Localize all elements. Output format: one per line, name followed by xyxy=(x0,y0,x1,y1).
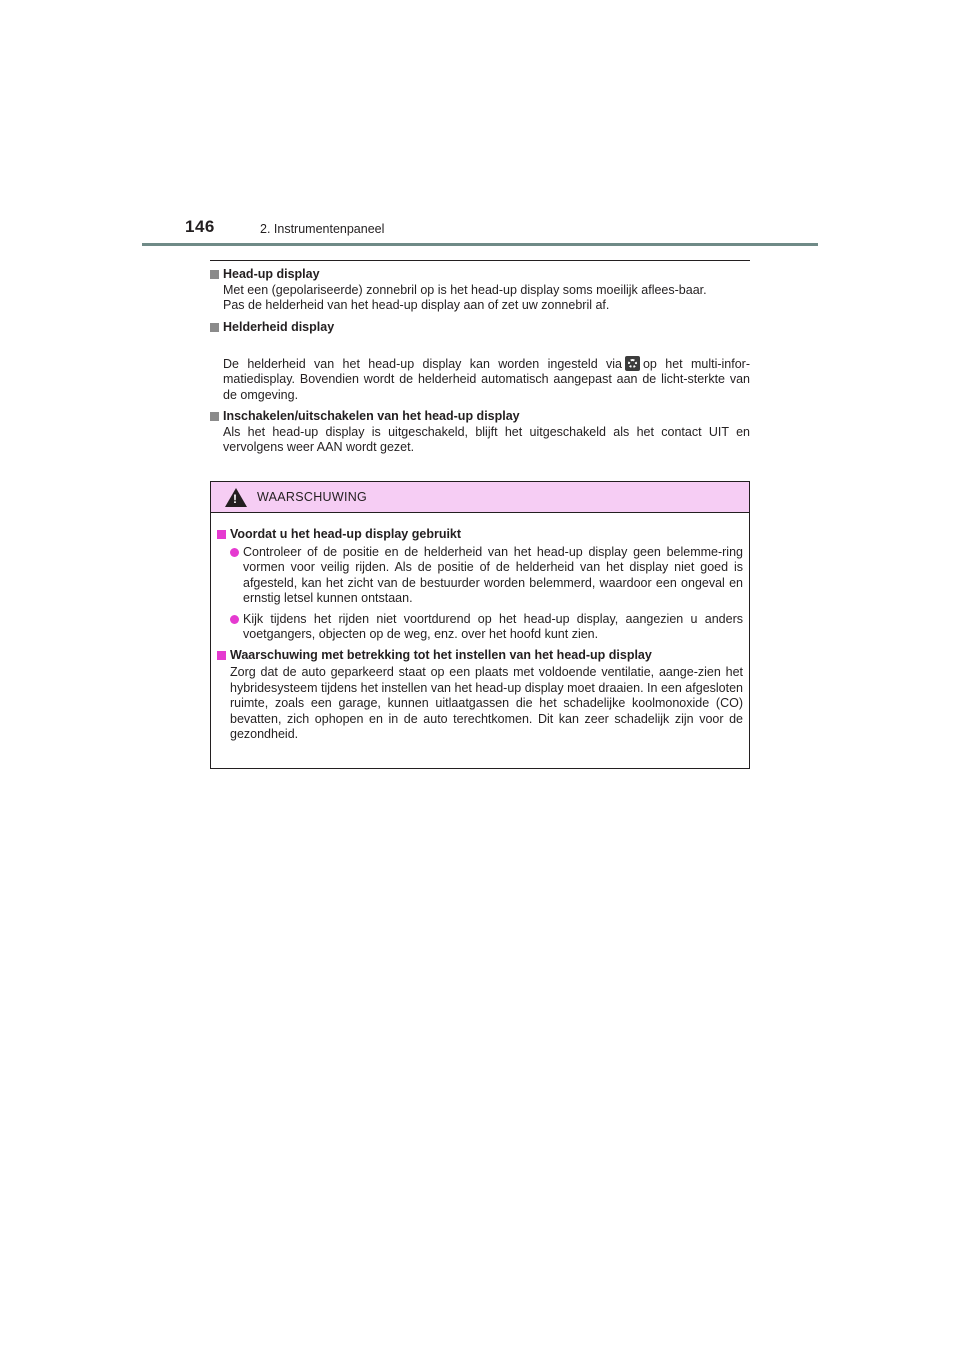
warning-section-text: Zorg dat de auto geparkeerd staat op een plaats met voldoende ventilatie, aange-zien het hybridesysteem tijdens het instellen van het head-up display moet draaien. In een afgesloten ruimte, zoals een garage, kunnen uitlaatgassen die het schadelijke koolmonoxide (CO) bevatten, zich ophopen en in de auto terechtkomen. Dit kan zeer schadelijk zijn voor de gezondheid. xyxy=(230,665,743,741)
list-item-text: Controleer of de positie en de helderheid van het head-up display geen belemme-ring vormen voor veilig rijden. Als de positie of de helderheid van het display niet goed is afgesteld, kan het zicht van de bestuurder worden belemmerd, waardoor een ongeval en ernstig letsel kunnen ontstaan. xyxy=(243,544,743,605)
list-item xyxy=(230,545,743,607)
section-text: Met een (gepolariseerde) zonnebril op is het head-up display soms moeilijk aflees-baar. xyxy=(223,282,707,297)
page-number: 146 xyxy=(185,217,215,236)
square-bullet-icon xyxy=(210,270,219,279)
dot-bullet-icon xyxy=(230,615,239,624)
warning-section-title: Waarschuwing met betrekking tot het instellen van het head-up display xyxy=(230,647,652,662)
square-bullet-icon xyxy=(217,651,226,660)
gear-icon xyxy=(625,356,640,371)
warning-section-title: Voordat u het head-up display gebruikt xyxy=(230,527,462,541)
dot-bullet-icon xyxy=(230,548,239,557)
section-head-up-display xyxy=(210,267,750,314)
square-bullet-icon xyxy=(210,412,219,421)
warning-box xyxy=(210,481,750,769)
main-content xyxy=(210,267,750,462)
section-text: Als het head-up display is uitgeschakeld, blijft het uitgeschakeld als het contact UIT en vervolgens weer AAN wordt gezet. xyxy=(223,424,750,454)
square-bullet-icon xyxy=(217,530,226,539)
warning-title: WAARSCHUWING xyxy=(257,490,368,504)
square-bullet-icon xyxy=(210,323,219,332)
section-title: Inschakelen/uitschakelen van het head-up display xyxy=(223,409,520,423)
section-helderheid-display xyxy=(210,320,750,404)
warning-body xyxy=(211,513,749,743)
text-before-icon: De helderheid van het head-up display kan worden ingesteld via xyxy=(223,356,622,371)
list-item xyxy=(230,612,743,643)
text-after-icon: op het multi-infor-matiedisplay. Bovendien wordt de helderheid automatisch aangepast aan de licht-sterkte van de omgeving. xyxy=(223,356,750,402)
section-text xyxy=(223,340,750,403)
list-item-text: Kijk tijdens het rijden niet voortdurend op het head-up display, aangezien u anders voetgangers, objecten op de weg, enz. over het hoofd kunt zien. xyxy=(243,611,743,641)
section-title: Head-up display xyxy=(223,267,320,281)
header-rule xyxy=(142,243,818,246)
content-top-rule xyxy=(210,260,750,261)
section-text: Pas de helderheid van het head-up display aan of zet uw zonnebril af. xyxy=(223,298,610,312)
warning-triangle-icon xyxy=(225,488,247,507)
section-inschakelen xyxy=(210,409,750,456)
section-title: Helderheid display xyxy=(223,319,335,334)
chapter-title: 2. Instrumentenpaneel xyxy=(260,222,385,236)
warning-header xyxy=(211,482,749,513)
